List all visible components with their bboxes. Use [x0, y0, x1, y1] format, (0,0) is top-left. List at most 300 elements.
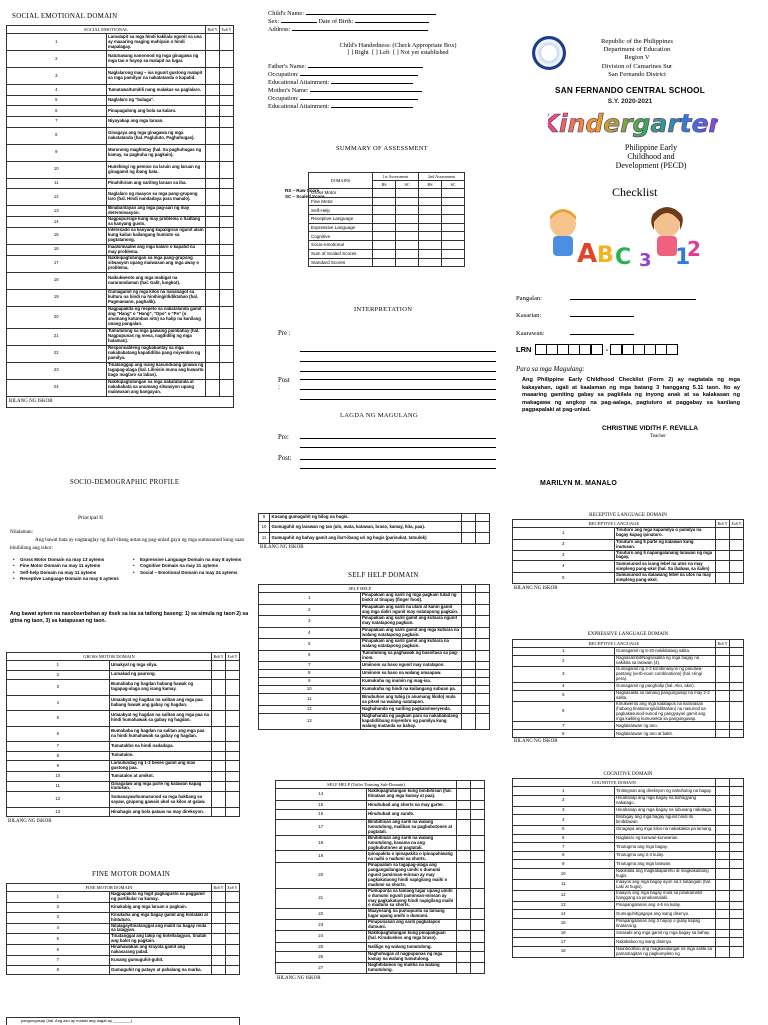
eos-checkbox[interactable] — [476, 677, 490, 685]
bos-checkbox[interactable] — [206, 34, 220, 51]
bos-checkbox[interactable] — [716, 860, 730, 869]
bos-checkbox[interactable] — [716, 682, 730, 690]
gross-footer: BILANG NG ISKOR — [8, 819, 52, 825]
eos-checkbox[interactable] — [476, 705, 490, 713]
score-cell[interactable] — [373, 249, 396, 258]
fine-motor-item-text: Kinukuha ang mga bagay gamit ang hinlalaki at hintuturo. — [109, 912, 212, 923]
score-cell[interactable] — [419, 206, 442, 215]
eos-checkbox[interactable] — [220, 206, 234, 217]
bos-checkbox[interactable] — [212, 892, 226, 903]
cognitive-item-text: Nakakabuo ng isang disenyo. — [614, 938, 716, 947]
bos-checkbox[interactable] — [212, 761, 226, 772]
father-education-field[interactable] — [331, 83, 413, 84]
eos-checkbox[interactable] — [730, 682, 744, 690]
eos-checkbox[interactable] — [220, 227, 234, 244]
bos-checkbox[interactable] — [212, 726, 226, 742]
bos-checkbox[interactable] — [716, 815, 730, 826]
score-cell[interactable] — [396, 206, 419, 215]
expressive-item-text: Nagsasambit/Nagsasalita ng mga bagay na nakikita sa larawan (4). — [614, 656, 716, 667]
kaarawan-field[interactable] — [570, 334, 634, 335]
bos-checkbox[interactable] — [716, 787, 730, 796]
eos-checkbox[interactable] — [220, 306, 234, 328]
bos-checkbox[interactable] — [462, 694, 476, 706]
receptive-footer: BILANG NG ISKOR — [514, 586, 558, 592]
not-yet-option[interactable]: [ ] Not yet established — [392, 49, 449, 57]
bos-checkbox[interactable] — [462, 616, 476, 628]
bos-checkbox[interactable] — [462, 627, 476, 639]
eos-checkbox[interactable] — [226, 761, 240, 772]
bos-checkbox[interactable] — [206, 51, 220, 68]
eos-checkbox[interactable] — [730, 730, 744, 738]
eos-checkbox[interactable] — [220, 189, 234, 206]
eos-checkbox[interactable] — [471, 800, 485, 810]
eos-checkbox[interactable] — [220, 144, 234, 161]
bos-checkbox[interactable] — [212, 792, 226, 808]
bos-checkbox[interactable] — [206, 328, 220, 345]
bos-checkbox[interactable] — [716, 667, 730, 683]
score-cell[interactable] — [442, 189, 465, 198]
eos-checkbox[interactable] — [730, 843, 744, 852]
bos-checkbox[interactable] — [212, 956, 226, 966]
bos-checkbox[interactable] — [457, 789, 471, 801]
bos-checkbox[interactable] — [457, 862, 471, 888]
score-cell[interactable] — [373, 241, 396, 250]
score-cell[interactable] — [442, 232, 465, 241]
bos-checkbox[interactable] — [206, 144, 220, 161]
gross-motor-row — [7, 792, 240, 808]
toilet-training-row — [276, 800, 485, 810]
bos-checkbox[interactable] — [206, 362, 220, 379]
bos-checkbox[interactable] — [462, 669, 476, 677]
bos-checkbox[interactable] — [716, 690, 730, 701]
bos-checkbox[interactable] — [212, 923, 226, 934]
bos-checkbox[interactable] — [462, 661, 476, 669]
score-cell[interactable] — [442, 241, 465, 250]
bos-checkbox[interactable] — [206, 227, 220, 244]
score-cell[interactable] — [419, 223, 442, 232]
score-cell[interactable] — [419, 249, 442, 258]
eos-checkbox[interactable] — [226, 945, 240, 956]
bos-checkbox[interactable] — [716, 826, 730, 835]
bos-checkbox[interactable] — [716, 901, 730, 910]
bullet-text: Self-help Domain na may 11 aytems — [20, 569, 97, 575]
mother-field[interactable] — [310, 91, 422, 92]
eos-checkbox[interactable] — [471, 963, 485, 974]
eos-checkbox[interactable] — [730, 572, 744, 584]
item-number: 7 — [513, 722, 615, 730]
bos-checkbox[interactable] — [716, 701, 730, 722]
bos-checkbox[interactable] — [457, 851, 471, 863]
score-cell[interactable] — [419, 197, 442, 206]
bos-checkbox[interactable] — [212, 965, 226, 975]
eos-checkbox[interactable] — [220, 178, 234, 189]
bos-checkbox[interactable] — [457, 931, 471, 943]
eos-checkbox[interactable] — [226, 742, 240, 752]
summary-row — [309, 189, 465, 198]
eos-checkbox[interactable] — [471, 862, 485, 888]
dob-field[interactable] — [355, 22, 429, 23]
social-row — [7, 106, 234, 117]
kasarian-field[interactable] — [570, 316, 634, 317]
eos-checkbox[interactable] — [471, 909, 485, 920]
eos-checkbox[interactable] — [226, 892, 240, 903]
eos-checkbox[interactable] — [476, 514, 490, 522]
score-cell[interactable] — [419, 241, 442, 250]
item-number: 18 — [513, 946, 615, 957]
bos-checkbox[interactable] — [716, 869, 730, 880]
pangalan-field[interactable] — [570, 299, 696, 300]
eos-checkbox[interactable] — [730, 667, 744, 683]
bos-checkbox[interactable] — [716, 834, 730, 843]
eos-checkbox[interactable] — [730, 806, 744, 815]
score-cell[interactable] — [442, 249, 465, 258]
eos-checkbox[interactable] — [730, 656, 744, 667]
mother-occupation-field[interactable] — [300, 99, 418, 100]
bos-checkbox[interactable] — [206, 85, 220, 96]
eos-checkbox[interactable] — [730, 787, 744, 796]
eos-checkbox[interactable] — [226, 711, 240, 727]
father-field[interactable] — [308, 67, 423, 68]
bos-checkbox[interactable] — [457, 952, 471, 963]
bos-checkbox[interactable] — [206, 161, 220, 178]
eos-checkbox[interactable] — [471, 931, 485, 943]
eos-checkbox[interactable] — [730, 690, 744, 701]
score-cell[interactable] — [442, 215, 465, 224]
score-cell[interactable] — [396, 197, 419, 206]
bos-checkbox[interactable] — [457, 819, 471, 835]
eos-checkbox[interactable] — [226, 726, 240, 742]
score-cell[interactable] — [373, 215, 396, 224]
bos-checkbox[interactable] — [212, 661, 226, 671]
eos-checkbox[interactable] — [226, 680, 240, 696]
score-cell[interactable] — [442, 197, 465, 206]
score-cell[interactable] — [442, 206, 465, 215]
eos-checkbox[interactable] — [220, 328, 234, 345]
bos-checkbox[interactable] — [716, 572, 730, 584]
eos-checkbox[interactable] — [476, 650, 490, 661]
eos-checkbox[interactable] — [220, 255, 234, 272]
eos-checkbox[interactable] — [471, 851, 485, 863]
eos-checkbox[interactable] — [471, 942, 485, 952]
eos-checkbox[interactable] — [220, 217, 234, 228]
eos-checkbox[interactable] — [220, 127, 234, 144]
eos-checkbox[interactable] — [226, 912, 240, 923]
eos-checkbox[interactable] — [476, 616, 490, 628]
eos-checkbox[interactable] — [220, 34, 234, 51]
self-help-item-text: Binubuhos ang tubig (o anumang likido) mula sa pitsel na walang natatapon. — [360, 694, 462, 706]
item-number: 5 — [513, 572, 615, 584]
eos-checkbox[interactable] — [730, 901, 744, 910]
bos-checkbox[interactable] — [206, 379, 220, 396]
eos-checkbox[interactable] — [220, 244, 234, 255]
self-help-item-text: Naghahanda ng sariling pagkain/meryenda. — [360, 705, 462, 713]
eos-checkbox[interactable] — [226, 956, 240, 966]
bos-checkbox[interactable] — [212, 903, 226, 913]
eos-checkbox[interactable] — [226, 903, 240, 913]
eos-checkbox[interactable] — [226, 792, 240, 808]
bos-checkbox[interactable] — [206, 345, 220, 362]
interp-post-lines[interactable] — [300, 370, 496, 400]
bos-checkbox[interactable] — [716, 938, 730, 947]
bos-checkbox[interactable] — [457, 909, 471, 920]
eos-checkbox[interactable] — [471, 789, 485, 801]
score-cell[interactable] — [396, 189, 419, 198]
eos-checkbox[interactable] — [730, 834, 744, 843]
bos-checkbox[interactable] — [206, 68, 220, 85]
bos-checkbox[interactable] — [716, 528, 730, 540]
eos-checkbox[interactable] — [730, 869, 744, 880]
bos-checkbox[interactable] — [206, 95, 220, 106]
bos-checkbox[interactable] — [716, 795, 730, 806]
bos-checkbox[interactable] — [462, 593, 476, 605]
lrn-boxes-b[interactable] — [611, 344, 678, 355]
sig-pre-lines[interactable] — [300, 430, 496, 448]
bos-checkbox[interactable] — [462, 705, 476, 713]
eos-checkbox[interactable] — [730, 918, 744, 929]
bos-checkbox[interactable] — [462, 713, 476, 729]
bos-checkbox[interactable] — [462, 686, 476, 694]
score-cell[interactable] — [373, 258, 396, 267]
score-cell[interactable] — [419, 258, 442, 267]
bos-checkbox[interactable] — [206, 127, 220, 144]
eos-checkbox[interactable] — [471, 819, 485, 835]
child-name-field[interactable] — [306, 14, 436, 15]
bos-checkbox[interactable] — [212, 781, 226, 792]
score-cell[interactable] — [396, 232, 419, 241]
eos-checkbox[interactable] — [476, 639, 490, 651]
bos-checkbox[interactable] — [212, 751, 226, 761]
bos-checkbox[interactable] — [206, 217, 220, 228]
left-option[interactable]: [ ] Left — [371, 49, 390, 57]
item-number: 24 — [276, 931, 367, 943]
interp-post-label: Post : — [278, 377, 290, 392]
eos-checkbox[interactable] — [226, 772, 240, 782]
eos-checkbox[interactable] — [226, 781, 240, 792]
score-cell[interactable] — [442, 258, 465, 267]
eos-checkbox[interactable] — [220, 345, 234, 362]
eos-checkbox[interactable] — [220, 289, 234, 306]
eos-checkbox[interactable] — [476, 522, 490, 533]
bos-checkbox[interactable] — [716, 722, 730, 730]
bos-checkbox[interactable] — [206, 106, 220, 117]
score-cell[interactable] — [396, 249, 419, 258]
eos-checkbox[interactable] — [220, 95, 234, 106]
eos-checkbox[interactable] — [730, 929, 744, 938]
cognitive-item-text: Pinapangalanan ang 4-6 na kulay. — [614, 901, 716, 910]
interp-pre-lines[interactable] — [300, 342, 496, 372]
right-option[interactable]: [ ] Right — [347, 49, 369, 57]
item-number: 27 — [276, 963, 367, 974]
bos-checkbox[interactable] — [212, 711, 226, 727]
bos-checkbox[interactable] — [206, 189, 220, 206]
eos-checkbox[interactable] — [226, 670, 240, 680]
score-cell[interactable] — [396, 241, 419, 250]
social-item-text: Nakikipagtulungan sa mga pang-grupong sitwasyon upang maiwasan ang mga away o problema. — [106, 255, 206, 272]
eos-checkbox[interactable] — [220, 161, 234, 178]
bos-checkbox[interactable] — [212, 680, 226, 696]
bos-checkbox[interactable] — [457, 835, 471, 851]
mother-education-field[interactable] — [331, 107, 413, 108]
score-cell[interactable] — [373, 223, 396, 232]
eos-checkbox[interactable] — [730, 910, 744, 919]
bos-checkbox[interactable] — [716, 656, 730, 667]
bos-checkbox[interactable] — [206, 289, 220, 306]
eos-checkbox[interactable] — [220, 51, 234, 68]
score-cell[interactable] — [373, 189, 396, 198]
cognitive-row — [513, 901, 744, 910]
eos-checkbox[interactable] — [471, 810, 485, 820]
eos-checkbox[interactable] — [730, 648, 744, 656]
bos-checkbox[interactable] — [206, 272, 220, 289]
lrn-boxes-a[interactable] — [535, 344, 602, 355]
father-occupation-field[interactable] — [300, 75, 418, 76]
bos-checkbox[interactable] — [716, 648, 730, 656]
eos-checkbox[interactable] — [730, 938, 744, 947]
eos-checkbox[interactable] — [730, 826, 744, 835]
bos-checkbox[interactable] — [716, 851, 730, 860]
bos-checkbox[interactable] — [716, 910, 730, 919]
eos-checkbox[interactable] — [730, 722, 744, 730]
eos-checkbox[interactable] — [476, 627, 490, 639]
bos-checkbox[interactable] — [212, 934, 226, 945]
eos-checkbox[interactable] — [730, 795, 744, 806]
eos-checkbox[interactable] — [220, 379, 234, 396]
bos-checkbox[interactable] — [212, 807, 226, 817]
eos-checkbox[interactable] — [730, 851, 744, 860]
eos-checkbox[interactable] — [476, 669, 490, 677]
bos-checkbox[interactable] — [716, 539, 730, 550]
bos-checkbox[interactable] — [206, 244, 220, 255]
bos-checkbox[interactable] — [206, 206, 220, 217]
bos-checkbox[interactable] — [716, 890, 730, 901]
bos-checkbox[interactable] — [716, 550, 730, 561]
bos-checkbox[interactable] — [457, 888, 471, 909]
bos-checkbox[interactable] — [716, 730, 730, 738]
eos-checkbox[interactable] — [471, 952, 485, 963]
bos-checkbox[interactable] — [206, 116, 220, 127]
eos-checkbox[interactable] — [471, 835, 485, 851]
eos-checkbox[interactable] — [730, 539, 744, 550]
bos-checkbox[interactable] — [716, 946, 730, 957]
bos-checkbox[interactable] — [462, 514, 476, 522]
eos-checkbox[interactable] — [226, 661, 240, 671]
bos-checkbox[interactable] — [716, 561, 730, 573]
bos-checkbox[interactable] — [716, 879, 730, 890]
eos-checkbox[interactable] — [730, 561, 744, 573]
item-number: 16 — [513, 929, 615, 938]
bos-checkbox[interactable] — [462, 533, 476, 544]
score-cell[interactable] — [442, 223, 465, 232]
eos-checkbox[interactable] — [730, 550, 744, 561]
bos-checkbox[interactable] — [206, 255, 220, 272]
bos-checkbox[interactable] — [457, 800, 471, 810]
eos-checkbox[interactable] — [226, 807, 240, 817]
bos-checkbox[interactable] — [457, 942, 471, 952]
bos-checkbox[interactable] — [462, 604, 476, 616]
eos-checkbox[interactable] — [220, 106, 234, 117]
bos-checkbox[interactable] — [716, 929, 730, 938]
bos-checkbox[interactable] — [212, 670, 226, 680]
score-cell[interactable] — [373, 197, 396, 206]
checklist-title: Checklist — [612, 185, 658, 199]
bos-checkbox[interactable] — [462, 639, 476, 651]
score-cell[interactable] — [396, 223, 419, 232]
bos-checkbox[interactable] — [462, 522, 476, 533]
score-cell[interactable] — [396, 258, 419, 267]
bullet-text: Receptive Language Domain na may 5 aytems — [20, 575, 119, 581]
eos-checkbox[interactable] — [476, 593, 490, 605]
eos-checkbox[interactable] — [226, 934, 240, 945]
bos-checkbox[interactable] — [206, 306, 220, 328]
address-field[interactable] — [292, 30, 428, 31]
eos-checkbox[interactable] — [226, 751, 240, 761]
eos-checkbox[interactable] — [476, 694, 490, 706]
sig-post-lines[interactable] — [300, 451, 496, 469]
eos-checkbox[interactable] — [730, 701, 744, 722]
eos-checkbox[interactable] — [226, 695, 240, 711]
eos-checkbox[interactable] — [476, 686, 490, 694]
eos-checkbox[interactable] — [220, 272, 234, 289]
eos-checkbox[interactable] — [730, 879, 744, 890]
eos-checkbox[interactable] — [730, 890, 744, 901]
bos-checkbox[interactable] — [716, 843, 730, 852]
bos-checkbox[interactable] — [206, 178, 220, 189]
score-cell[interactable] — [419, 189, 442, 198]
score-cell[interactable] — [373, 206, 396, 215]
bos-checkbox[interactable] — [212, 695, 226, 711]
eos-checkbox[interactable] — [476, 604, 490, 616]
eos-checkbox[interactable] — [220, 362, 234, 379]
bos-checkbox[interactable] — [457, 920, 471, 931]
eos-checkbox[interactable] — [730, 528, 744, 540]
score-cell[interactable] — [373, 232, 396, 241]
score-cell[interactable] — [419, 215, 442, 224]
score-cell[interactable] — [419, 232, 442, 241]
eos-checkbox[interactable] — [220, 85, 234, 96]
expressive-item-text: Gumagamit ng 2-3 kombinasyon ng pandiwa-pantang (verb-noun combinations) (hal. Hingi pera). — [614, 667, 716, 683]
item-number: 10 — [7, 161, 107, 178]
eos-checkbox[interactable] — [471, 920, 485, 931]
eos-checkbox[interactable] — [730, 815, 744, 826]
bos-checkbox[interactable] — [212, 772, 226, 782]
eos-checkbox[interactable] — [471, 888, 485, 909]
bos-checkbox[interactable] — [716, 806, 730, 815]
eos-checkbox[interactable] — [476, 533, 490, 544]
item-number: 17 — [513, 938, 615, 947]
bos-header: BoS Y — [716, 640, 730, 648]
eos-checkbox[interactable] — [226, 923, 240, 934]
eos-checkbox[interactable] — [730, 860, 744, 869]
summary-table — [308, 172, 465, 267]
eos-checkbox[interactable] — [220, 116, 234, 127]
eos-checkbox[interactable] — [226, 965, 240, 975]
score-cell[interactable] — [396, 215, 419, 224]
bos-checkbox[interactable] — [457, 963, 471, 974]
sex-field[interactable] — [281, 22, 317, 23]
bos-checkbox[interactable] — [462, 677, 476, 685]
toilet-training-row — [276, 819, 485, 835]
bos-checkbox[interactable] — [212, 912, 226, 923]
eos-checkbox[interactable] — [730, 946, 744, 957]
bos-checkbox[interactable] — [212, 945, 226, 956]
bos-checkbox[interactable] — [716, 918, 730, 929]
eos-checkbox[interactable] — [220, 68, 234, 85]
bos-checkbox[interactable] — [462, 650, 476, 661]
eos-checkbox[interactable] — [476, 713, 490, 729]
eos-checkbox[interactable] — [476, 661, 490, 669]
bos-checkbox[interactable] — [212, 742, 226, 752]
bos-checkbox[interactable] — [457, 810, 471, 820]
